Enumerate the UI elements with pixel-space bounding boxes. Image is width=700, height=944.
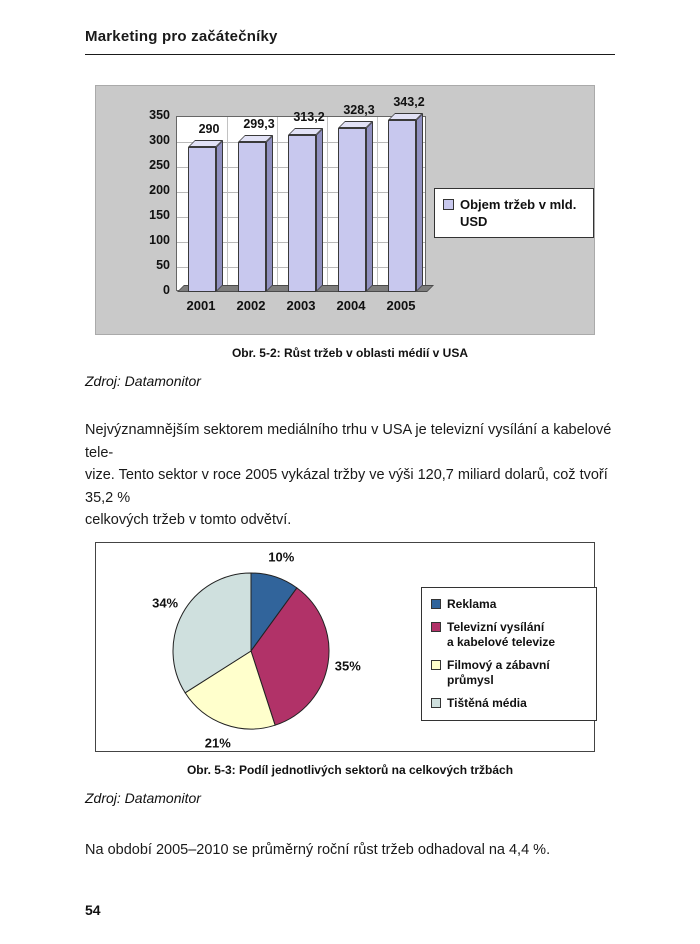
pie-percent-label: 10% <box>268 549 295 565</box>
pie-percent-label: 34% <box>152 595 179 611</box>
legend-label-line: Tištěná média <box>447 695 527 710</box>
bar-chart-legend <box>434 188 594 238</box>
legend-label <box>460 196 576 230</box>
bar-side-face <box>316 128 323 292</box>
legend-item <box>431 658 587 688</box>
bar-side-face <box>216 140 223 292</box>
y-tick-label: 50 <box>156 258 170 272</box>
body-paragraph <box>85 419 615 532</box>
pie-chart-legend <box>421 587 597 721</box>
legend-label-line: průmysl <box>447 672 494 687</box>
gridline <box>327 117 328 290</box>
y-tick-label: 300 <box>149 133 170 147</box>
bar <box>238 142 266 292</box>
bar <box>288 135 316 292</box>
bar-side-face <box>366 121 373 292</box>
legend-item <box>431 696 587 711</box>
gridline <box>377 117 378 290</box>
paragraph-line: celkových tržeb v tomto odvětví. <box>85 512 292 528</box>
bar-value-label: 328,3 <box>343 102 375 117</box>
bar-chart-x-axis <box>176 298 426 316</box>
legend-label <box>447 597 496 612</box>
legend-item <box>431 597 587 612</box>
legend-label-line: Filmový a zábavní <box>447 657 550 672</box>
legend-swatch <box>431 622 441 632</box>
bar-side-face <box>416 113 423 292</box>
legend-label <box>447 696 527 711</box>
x-tick-label: 2002 <box>236 298 266 313</box>
bar-value-label: 343,2 <box>393 95 425 110</box>
x-tick-label: 2004 <box>336 298 366 313</box>
y-tick-label: 200 <box>149 183 170 197</box>
legend-label-line: Televizní vysílání <box>447 619 545 634</box>
paragraph-line: Nejvýznamnějším sektorem mediálního trhu v USA je televizní vysílání a kabelové tele- <box>85 422 612 461</box>
bar-value-label: 299,3 <box>243 117 275 132</box>
pie-chart-figure <box>95 542 595 752</box>
pie-percent-label: 21% <box>204 735 231 751</box>
legend-label-line: a kabelové televize <box>447 634 556 649</box>
figure-caption: Obr. 5-2: Růst tržeb v oblasti médií v USA <box>231 346 469 360</box>
legend-label-line: Objem tržeb v mld. <box>460 197 577 212</box>
pie-chart <box>161 561 341 741</box>
legend-swatch <box>443 199 454 210</box>
y-tick-label: 0 <box>163 283 170 297</box>
legend-label-line: USD <box>460 214 488 229</box>
legend-label-line: Reklama <box>447 596 497 611</box>
y-tick-label: 100 <box>149 233 170 247</box>
bar-side-face <box>266 135 273 292</box>
figure-source: Zdroj: Datamonitor <box>85 373 201 389</box>
body-paragraph: Na období 2005–2010 se průměrný roční růst tržeb odhadoval na 4,4 %. <box>85 841 551 858</box>
page-header <box>85 0 615 55</box>
page-content <box>85 85 615 858</box>
legend-label <box>447 620 555 650</box>
legend-item <box>431 620 587 650</box>
legend-swatch <box>431 660 441 670</box>
page-number: 54 <box>85 902 101 918</box>
pie-percent-label: 35% <box>334 658 361 674</box>
x-tick-label: 2001 <box>186 298 216 313</box>
legend-swatch <box>431 698 441 708</box>
y-tick-label: 350 <box>149 108 170 122</box>
header-title: Marketing pro začátečníky <box>85 28 278 45</box>
bar-chart-y-axis <box>124 108 170 297</box>
legend-swatch <box>431 599 441 609</box>
bar-value-label: 313,2 <box>293 110 325 125</box>
bar-chart-plot-area <box>176 95 426 291</box>
legend-label <box>447 658 550 688</box>
figure-source: Zdroj: Datamonitor <box>85 789 201 806</box>
gridline <box>227 117 228 290</box>
figure-caption: Obr. 5-3: Podíl jednotlivých sektorů na celkových tržbách <box>186 762 514 777</box>
bar-value-label: 290 <box>198 122 220 136</box>
bar-chart-figure <box>95 85 595 335</box>
bar <box>188 147 216 292</box>
x-tick-label: 2003 <box>286 298 316 313</box>
paragraph-line: vize. Tento sektor v roce 2005 vykázal tržby ve výši 120,7 miliard dolarů, což tvoří 35,2 % <box>85 467 608 506</box>
x-tick-label: 2005 <box>386 298 416 313</box>
y-tick-label: 150 <box>149 208 170 222</box>
gridline <box>277 117 278 290</box>
bar <box>388 120 416 292</box>
bar <box>338 128 366 292</box>
y-tick-label: 250 <box>149 158 170 172</box>
